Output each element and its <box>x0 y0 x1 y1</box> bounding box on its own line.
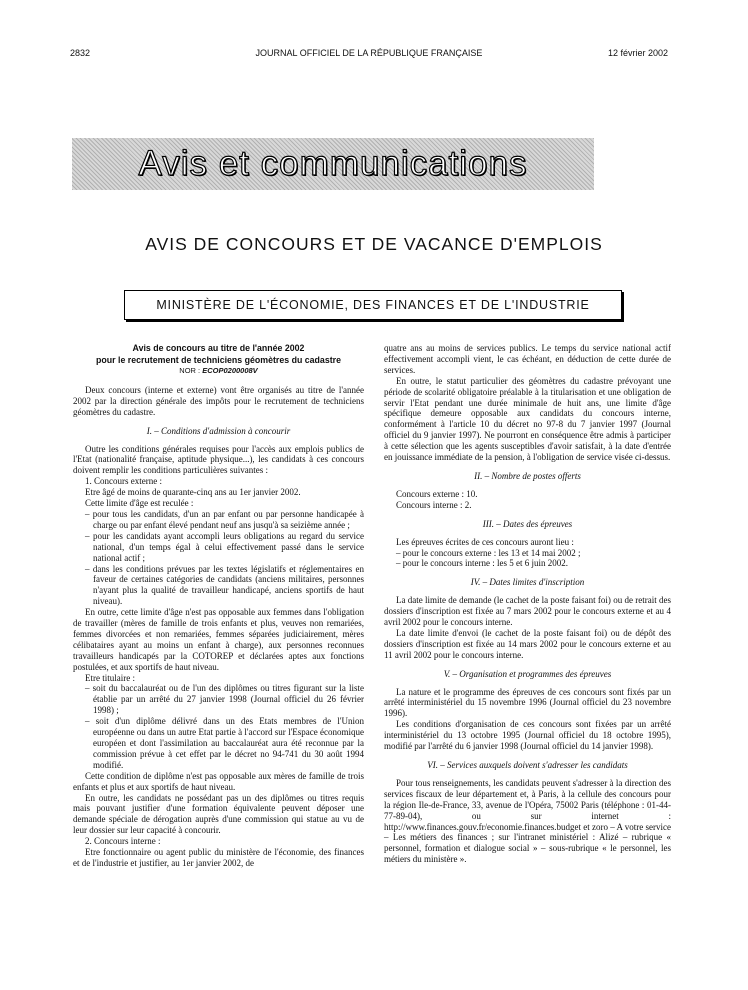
deadline-paragraph-2: La date limite d'envoi (le cachet de la poste faisant foi) ou de dépôt des dossiers d'inscription est fixée au 14 mars 2002 pour le concours externe et au 11 avril 2002 pour le concours interne. <box>384 627 671 660</box>
running-header <box>70 48 668 62</box>
section-6-title: VI. – Services auxquels doivent s'adresser les candidats <box>427 760 628 770</box>
section-3-title: III. – Dates des épreuves <box>482 518 573 529</box>
deadline-paragraph-1: La date limite de demande (le cachet de la poste faisant foi) ou de retrait des dossiers d'inscription est fixée au 7 mars 2002 pour le concours externe et au 4 avril 2002 pour le concours interne. <box>384 595 671 628</box>
intro-paragraph: Deux concours (interne et externe) vont être organisés au titre de l'année 2002 par la direction générale des impôts pour le recrutement de techniciens géomètres du cadastre. <box>73 384 364 417</box>
section-4-title: IV. – Dates limites d'inscription <box>470 577 585 588</box>
external-titulaire: Etre titulaire : <box>85 672 135 683</box>
page-number: 2832 <box>70 48 91 58</box>
section-1-title: I. – Conditions d'admission à concourir <box>146 425 291 436</box>
age-limit-paragraph: En outre, le statut particulier des géomètres du cadastre prévoyant une période de scolarité obligatoire préalable à la titularisation et une obligation de servir l'Etat pendant une durée minimale de huit ans, une limite d'âge spécifique demeure opposable aux candidats du concours interne, conformément à l'article 10 du décret no 97-8 du 7 janvier 1997 (Journal officiel du 9 janvier 1997). Ne pourront en conséquence être admis à participer à cette sélection que les agents susceptibles d'avoir satisfait, à la date d'entrée en jouissance immédiate de la pension, à l'obligation de service visée ci-dessus. <box>384 375 671 463</box>
section-5-title: V. – Organisation et programmes des épreuves <box>443 668 612 679</box>
continued-paragraph: quatre ans au moins de services publics. Le temps du service national actif effectivement accompli vient, le cas échéant, en déduction de cette durée de services. <box>384 343 671 375</box>
notice-title-2: pour le recrutement de techniciens géomètres du cadastre <box>96 354 341 365</box>
program-paragraph-1: La nature et le programme des épreuves de ces concours sont fixés par un arrêté interministériel du 15 novembre 1996 (Journal officiel du 23 novembre 1996). <box>384 686 671 719</box>
main-title: AVIS DE CONCOURS ET DE VACANCE D'EMPLOIS <box>145 234 603 254</box>
section-1-paragraph: Outre les conditions générales requises pour l'accès aux emplois publics de l'Etat (nationalité française, aptitude physique...), les candidats à ces concours doivent remplir les conditions particulières suivantes : <box>73 443 364 476</box>
contact-paragraph: Pour tous renseignements, les candidats peuvent s'adresser à la direction des services fiscaux de leur département et, à Paris, à la cellule des concours pour la région Ile-de-France, 33, avenue de l'Opéra, 75002 Paris (téléphone : 01-44-77-89-04), ou sur internet : http://www.finances.gouv.fr/economie.finances.budget et zoro – A votre service – Les métiers des finances ; sur l'intranet ministériel : Alizé – rubrique « personnel, formation et dialogue social » – sous-rubrique « le personnel, les métiers du ministère ». <box>384 777 671 865</box>
list-item: – soit du baccalauréat ou de l'un des diplômes ou titres figurant sur la liste établie par un arrêté du 27 janvier 1998 (Journal officiel du 26 février 1998) ; <box>85 683 364 716</box>
issue-date: 12 février 2002 <box>607 48 668 58</box>
external-paragraph-4: En outre, les candidats ne possédant pas un des diplômes ou titres requis mais pouvant justifier d'une formation équivalente peuvent déposer une demande spéciale de dérogation auprès d'une commission qui statue au vu de leur dossier sur leur capacité à concourir. <box>73 792 364 836</box>
notice-title-1: Avis de concours au titre de l'année 2002 <box>132 343 305 353</box>
extension-list <box>73 509 364 607</box>
posts-external: Concours externe : 10. <box>396 488 478 499</box>
list-item: – pour tous les candidats, d'un an par enfant ou par personne handicapée à charge ou par enfant élevé pendant neuf ans jusqu'à sa seizième année ; <box>85 508 364 530</box>
ministry-box <box>124 290 622 320</box>
external-paragraph-2: En outre, cette limite d'âge n'est pas opposable aux femmes dans l'obligation de travailler (mères de famille de trois enfants et plus, veuves non remariées, femmes divorcées et non remariées, femmes séparées judiciairement, mères célibataires ayant au moins un enfant à charge), aux personnes reconnues travailleurs handicapés par la COTOREP et déclarées aptes aux fonctions postulées, et aux sportifs de haut niveau. <box>73 607 364 672</box>
exam-dates-list <box>384 548 671 570</box>
exam-dates-intro: Les épreuves écrites de ces concours auront lieu : <box>396 536 574 547</box>
list-item: – pour les candidats ayant accompli leurs obligations au regard du service national, d'un temps égal à celui effectivement passé dans le service national actif ; <box>85 530 364 563</box>
section-2-title: II. – Nombre de postes offerts <box>474 470 581 481</box>
ministry-name: MINISTÈRE DE L'ÉCONOMIE, DES FINANCES ET DE L'INDUSTRIE <box>156 298 590 312</box>
list-item: – dans les conditions prévues par les textes législatifs et réglementaires en faveur de certaines catégories de candidats (anciens militaires, personnes n'ayant plus la qualité de travailleur handicapé, anciens sportifs de haut niveau). <box>85 563 364 607</box>
nor-value: ECOP0200008V <box>202 366 258 375</box>
nor-reference <box>73 366 364 377</box>
nor-label: NOR : <box>179 366 201 375</box>
banner-text: Avis et communications <box>138 144 528 183</box>
list-item: – soit d'un diplôme délivré dans un des Etats membres de l'Union européenne ou dans un autre Etat partie à l'accord sur l'Espace économique européen et dont l'assimilation au baccalauréat aura été reconnue par la commission prévue à cet effet par le décret no 94-741 du 30 août 1994 modifié. <box>85 716 364 770</box>
journal-title: JOURNAL OFFICIEL DE LA RÉPUBLIQUE FRANÇAISE <box>255 48 483 58</box>
external-paragraph-3: Cette condition de diplôme n'est pas opposable aux mères de famille de trois enfants et plus et aux sportifs de haut niveau. <box>73 770 364 792</box>
diploma-list <box>73 683 364 770</box>
list-item: – pour le concours externe : les 13 et 14 mai 2002 ; <box>396 547 581 558</box>
program-paragraph-2: Les conditions d'organisation de ces concours sont fixées par un arrêté interministériel du 13 octobre 1995 (Journal officiel du 18 octobre 1995), modifié par l'arrêté du 6 janvier 1998 (Journal officiel du 14 janvier 1998). <box>384 719 671 752</box>
right-column <box>384 343 671 865</box>
internal-heading: 2. Concours interne : <box>85 836 161 847</box>
list-item: – pour le concours interne : les 5 et 6 juin 2002. <box>396 558 568 569</box>
internal-paragraph: Etre fonctionnaire ou agent public du ministère de l'économie, des finances et de l'industrie et justifier, au 1er janvier 2002, de <box>73 847 364 868</box>
external-age: Etre âgé de moins de quarante-cinq ans au 1er janvier 2002. <box>85 487 301 498</box>
external-extension: Cette limite d'âge est reculée : <box>85 498 194 509</box>
section-banner <box>72 138 594 190</box>
external-heading: 1. Concours externe : <box>85 476 162 487</box>
posts-internal: Concours interne : 2. <box>396 499 472 510</box>
left-column <box>73 343 364 869</box>
